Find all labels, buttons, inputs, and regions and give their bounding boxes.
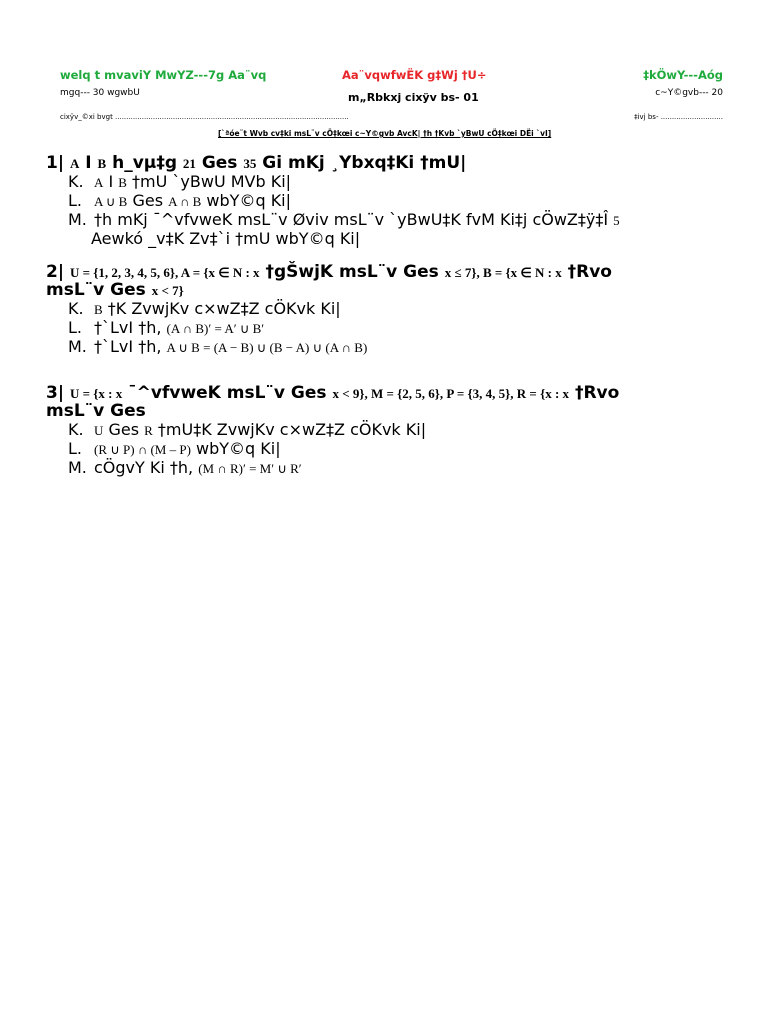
question-1-part-m: M. †h mKj ¯^vfvweK msL¨v Øviv msL¨v `yBwU‡K fvM Ki‡j cÖwZ‡ÿ‡Î 5	[68, 210, 620, 229]
question-number: 2|	[46, 262, 65, 282]
question-2-stem-line1: 2| U = {1, 2, 3, 4, 5, 6}, A = {x ∈ N : x †gŠwjK msL¨v Ges x ≤ 7}, B = {x ∈ N : x †Rvo	[46, 262, 612, 282]
stem-seg: A I B h_vµ‡g 21 Ges 35 Gi mKj ¸Ybxq‡Ki †mU|	[69, 153, 467, 173]
question-3-part-k: K. U Ges R †mU‡K ZvwjKv c×wZ‡Z cÖKvk Ki|	[68, 420, 427, 439]
question-2-stem-line2: msL¨v Ges x < 7}	[46, 280, 184, 300]
exam-number: m„Rbkxj cixÿv bs- 01	[348, 91, 479, 104]
question-3-part-m: M. cÖgvY Ki †h, (M ∩ R)′ = M′ ∪ R′	[68, 458, 302, 477]
question-1-part-l: L. A ∪ B Ges A ∩ B wbY©q Ki|	[68, 191, 292, 210]
question-3-part-l: L. (R ∪ P) ∩ (M – P) wbY©q Ki|	[68, 439, 281, 458]
examinee-name-field: cixÿv_©xi bvgt .........................................................................................................	[60, 113, 349, 121]
question-number: 3|	[46, 383, 65, 403]
class-title: ‡kÖwY---Aóg	[643, 68, 723, 82]
exam-type-title: Aa¨vqwfwËK g‡Wj †U÷	[342, 68, 487, 82]
question-2-part-m: M. †`LvI †h, A ∪ B = (A − B) ∪ (B − A) ∪ (A ∩ B)	[68, 337, 368, 356]
question-1-part-m-continued: Aewkó _v‡K Zv‡`i †mU wbY©q Ki|	[91, 229, 361, 248]
exam-subject-title: welq t mvaviY MwYZ---7g Aa¨vq	[60, 68, 267, 82]
instructions-note: [`ªóe¨t Wvb cv‡ki msL¨v cÖ‡kœi c~Y©gvb AvcK| †h †Kvb `yBwU cÖ‡kœi DËi `vI]	[218, 129, 552, 138]
question-1-part-k: K. A I B †mU `yBwU MVb Ki|	[68, 172, 292, 191]
time-label: mgq--- 30 wgwbU	[60, 88, 140, 98]
question-1-stem	[46, 153, 466, 174]
full-marks-label: c~Y©gvb--- 20	[655, 88, 723, 98]
question-2-part-k: K. B †K ZvwjKv c×wZ‡Z cÖKvk Ki|	[68, 299, 341, 318]
question-3-stem-line2: msL¨v Ges	[46, 401, 146, 421]
question-3-stem-line1: 3| U = {x : x ¯^vfvweK msL¨v Ges x < 9}, M = {2, 5, 6}, P = {3, 4, 5}, R = {x : x †Rvo	[46, 383, 620, 403]
roll-number-field: ‡ivj bs- ............................	[634, 113, 723, 121]
question-number: 1|	[46, 153, 65, 173]
question-2-part-l: L. †`LvI †h, (A ∩ B)′ = A′ ∪ B′	[68, 318, 265, 337]
